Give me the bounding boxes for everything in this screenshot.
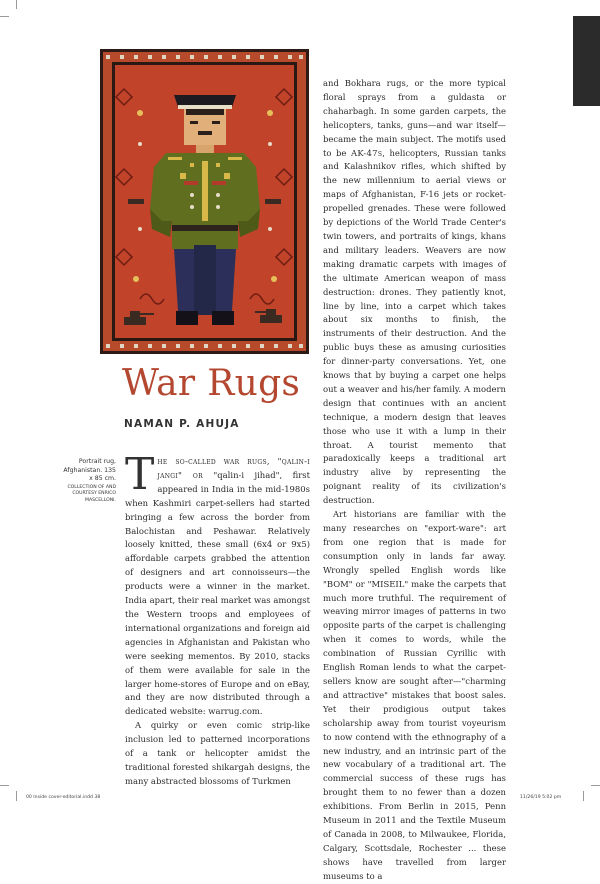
paragraph-text: and Bokhara rugs, or the more typical floral sprays from a guldasta or chaharbagh. In some garden carpets, the helicopters, tanks, guns—and war itself—became the main subject. The motifs used to be bbox=[323, 78, 506, 158]
paragraph bbox=[323, 77, 506, 508]
article-title: War Rugs bbox=[122, 363, 301, 404]
paragraph: A quirky or even comic strip-like inclusion led to patterned incorporations of a tank or helicopter amidst the traditional forested shikargah designs, the many abstracted blossoms of Turkmen bbox=[125, 720, 310, 786]
crop-mark bbox=[0, 785, 9, 786]
footer-timestamp: 11/26/19 5:02 pm bbox=[520, 795, 562, 800]
author-byline: NAMAN P. AHUJA bbox=[124, 418, 240, 430]
paragraph: Art historians are familiar with the many researches on "export-ware": art from one region that is made for consumption only in lands far away. Wrongly spelled English words like "BOM" or "MISEIL" make the carpets that much more truthful. The requirement of weaving mirror images of patterns in two opposite parts of the carpet is challenging when it comes to words, while the combination of Russian Cyrillic with English Roman lends to what the carpet-sellers know are sought after—"charming and attractive" mistakes that boost sales. Yet their prodigious output takes scholarship away from tourist voyeurism to now contend with the ethnography of a new industry, and an intrinsic part of the new vocabulary of a traditional art. The commercial success of these rugs has brought them to no fewer than a dozen exhibitions. From Berlin in 2015, Penn Museum in 2011 and the Textile Museum of Canada in 2008, to Milwaukee, Florida, Calgary, Scottsdale, Rochester ... these shows have travelled from larger museums to a bbox=[323, 509, 506, 881]
image-caption bbox=[60, 458, 116, 504]
paragraph-text: "qalin-i jihad", first appeared in India in the mid-1980s when Kashmiri carpet-sellers had started bringing a few across the border from Balochistan and Peshawar. Relatively loosely knitted, these small (6x4 or 9x5) affordable carpets grabbed the attention of designers and art connoisseurs—the products were a winner in the market. India apart, their real market was amongst the Western troops and employees of international organizations and foreign aid agencies in Afghanistan and Pakistan who were seeking mementos. By 2010, stacks of them were available for sale in the larger home-stores of Europe and on eBay, and they are now distributed through a dedicated website: warrug.com. bbox=[125, 469, 310, 717]
left-column bbox=[125, 449, 310, 789]
right-column bbox=[323, 77, 506, 884]
crop-mark bbox=[0, 16, 9, 17]
paragraph-lead: he so-called war rugs, "qalin-i jangi" or bbox=[157, 456, 310, 480]
war-rug-image bbox=[100, 49, 309, 354]
caption-main: Portrait rug, Afghanistan. 135 x 85 cm. bbox=[63, 458, 116, 483]
section-tab bbox=[573, 16, 600, 106]
drop-cap: T bbox=[125, 449, 155, 500]
crop-mark bbox=[583, 791, 584, 801]
ak47-term: AK-47s bbox=[350, 147, 383, 158]
crop-mark bbox=[591, 785, 600, 786]
caption-credit: COLLECTION OF AND COURTESY ENRICO MASCELLONI. bbox=[67, 484, 116, 503]
footer-file-info: 00 Inside cover-editorial.indd 38 bbox=[26, 795, 101, 800]
crop-mark bbox=[16, 791, 17, 801]
paragraph-text: , helicopters, Russian tanks and Kalashnikov rifles, which shifted by the new millennium to aerial views or maps of Afghanistan, F-16 jets or rocket-propelled grenades. These were followed by depictions of the World Trade Center's twin towers, and portraits of kings, khans and military leaders. Weavers are now making dramatic carpets with images of the ultimate American weapon of mass destruction: drones. They patiently knot, line by line, into a carpet which takes about six months to finish, the instruments of their destruction. And the public buys these as amusing curiosities for dinner-party conversations. Yet, one knows that by buying a carpet one helps out a weaver and his/her family. A modern design that continues with an ancient technique, a modern design that leaves those who use it with a lump in their throat. A tourist memento that paradoxically keeps a traditional art industry alive by representing the poignant reality of its civilization's destruction. bbox=[323, 147, 506, 506]
crop-mark bbox=[16, 0, 17, 9]
paragraph bbox=[125, 449, 310, 719]
